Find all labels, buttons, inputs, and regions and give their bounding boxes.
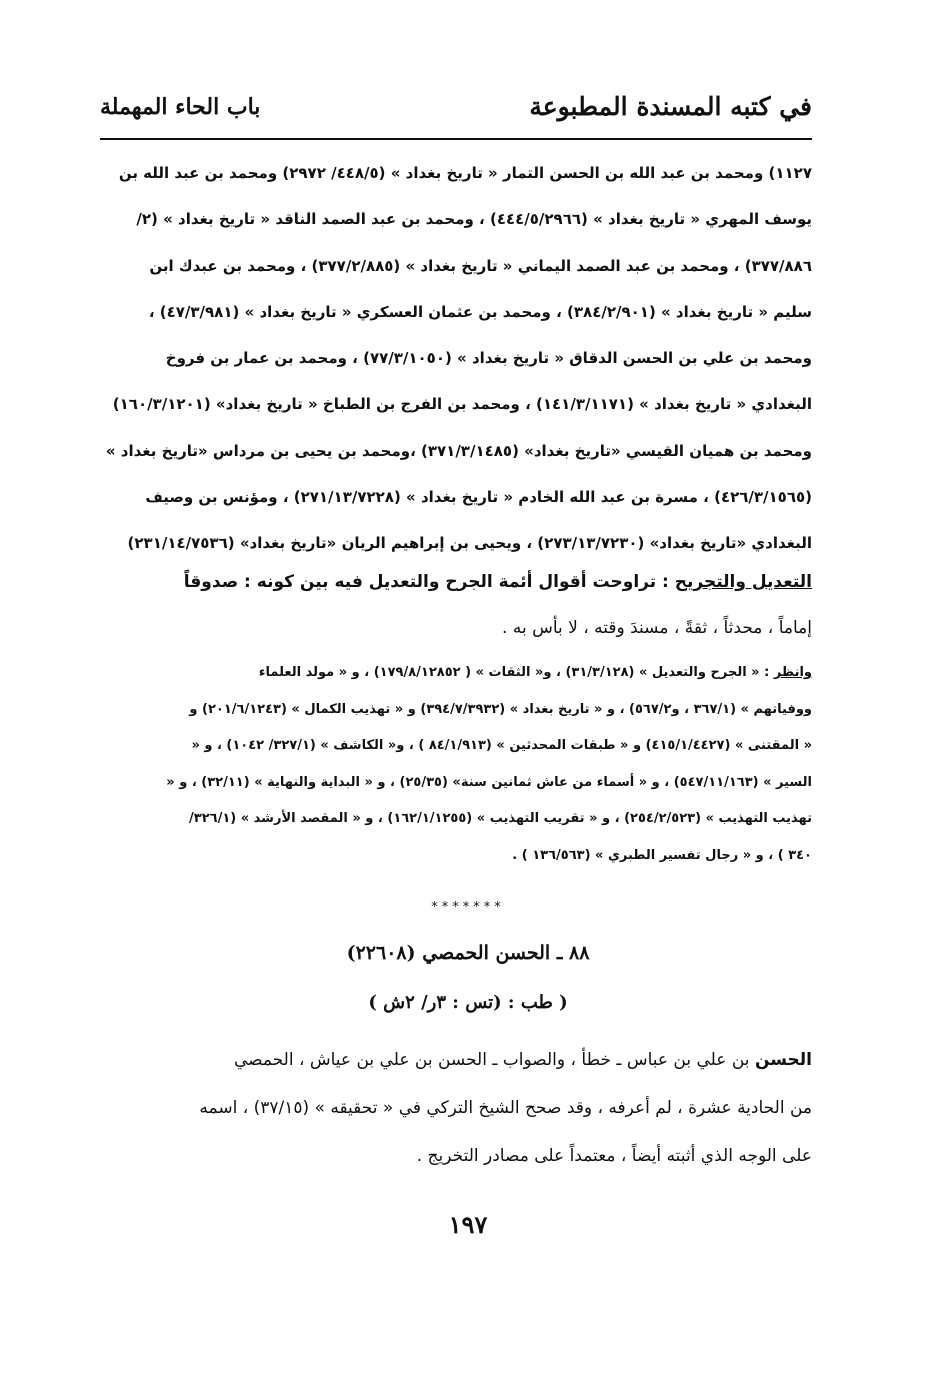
reference-line: ومحمد بن هميان القيسي «تاريخ بغداد» (٣٧١/٣/١٤٨٥) ،ومحمد بن يحيى بن مرداس «تاريخ بغداد » [105, 441, 812, 460]
entry-heading: ٨٨ ـ الحسن الحمصي (٢٢٦٠٨) [346, 942, 590, 964]
reference-line: يوسف المهري « تاريخ بغداد » (٤٤٤/٥/٢٩٦٦) ، ومحمد بن عبد الصمد الناقد « تاريخ بغداد » (٢/ [136, 210, 812, 229]
header-book-title: في كتبه المسندة المطبوعة [529, 92, 812, 121]
verdict-label: التعديل والتجريح [674, 572, 812, 592]
entry-codes: ( طب : (تس : ٣ر/ ٢ش ) [368, 992, 568, 1013]
header-rule [100, 138, 812, 140]
references-paragraph [100, 150, 812, 567]
sources-line: السير » (٥٤٧/١١/١٦٣) ، و « أسماء من عاش ثمانين سنة» (٢٥/٣٥) ، و « البداية والنهاية » (٣٢/١١) ، و « [166, 774, 812, 790]
running-header [100, 92, 812, 132]
sources-label: وانظر [773, 665, 812, 680]
entry-lead-word: الحسن [754, 1050, 812, 1070]
sources-line: ووفياتهم » (٣٦٧/١ ، و٥٦٧/٢) ، و « تاريخ بغداد » (٣٩٤/٧/٣٩٣٢) و « تهذيب الكمال » (٢٠١/٦/١٢٤٣) و [189, 701, 812, 717]
sources-line [100, 655, 812, 692]
reference-line: (٤٢٦/٣/١٥٦٥) ، مسرة بن عبد الله الخادم « تاريخ بغداد » (٢٧١/١٣/٧٢٢٨) ، ومؤنس بن وصيف [145, 488, 812, 507]
verdict-paragraph [100, 559, 812, 651]
sources-line: « المقتنى » (٤١٥/١/٤٤٢٧) و « طبقات المحدثين » (٨٤/١/٩١٣ ) ، و« الكاشف » (٣٢٧/١/ ١٠٤٢) ، و « [191, 738, 812, 753]
entry-first-text: بن علي بن عباس ـ خطأ ، والصواب ـ الحسن بن علي بن عياش ، الحمصي [233, 1050, 755, 1070]
entry-line: على الوجه الذي أثبته أيضاً ، معتمداً على مصادر التخريج . [416, 1146, 812, 1166]
reference-line: البغدادي « تاريخ بغداد » (١٤١/٣/١١٧١) ، ومحمد بن الفرج بن الطباخ « تاريخ بغداد» (١٦٠/٣/١٢٠١) [112, 395, 812, 414]
entry-line [100, 1036, 812, 1084]
entry-line: من الحادية عشرة ، لم أعرفه ، وقد صحح الشيخ التركي في « تحقيقه » (٣٧/١٥) ، اسمه [199, 1098, 812, 1118]
sources-line: ٣٤٠ ) ، و « رجال تفسير الطبري » (١٣٦/٥٦٣ ) . [512, 847, 812, 863]
sources-first-text: : « الجرح والتعديل » (٣١/٣/١٢٨) ، و« الثقات » ( ١٧٩/٨/١٢٨٥٢) ، و « مولد العلماء [258, 665, 774, 680]
reference-line: البغدادي «تاريخ بغداد» (٢٧٣/١٣/٧٢٣٠) ، ويحيى بن إبراهيم الريان «تاريخ بغداد» (٢٣١/١٤/٧٥٣٦) [127, 534, 812, 553]
sources-paragraph [100, 655, 812, 874]
reference-line: ٣٧٧/٨٨٦) ، ومحمد بن عبد الصمد اليماني « تاريخ بغداد » (٣٧٧/٢/٨٨٥) ، ومحمد بن عبدك ابن [149, 256, 812, 275]
section-divider: ******* [431, 900, 505, 915]
entry-body [100, 1036, 812, 1180]
header-chapter-title: باب الحاء المهملة [100, 94, 261, 120]
page-number: ١٩٧ [448, 1210, 488, 1239]
reference-line: ١١٢٧) ومحمد بن عبد الله بن الحسن التمار « تاريخ بغداد » (٤٤٨/٥/ ٢٩٧٢) ومحمد بن عبد الله بن [118, 164, 812, 182]
verdict-line: إماماً ، محدثاً ، ثقةً ، مسندَ وقته ، لا بأس به . [502, 618, 812, 638]
verdict-opening: : تراوحت أقوال أئمة الجرح والتعديل فيه بين كونه : صدوقاً [183, 572, 675, 592]
reference-line: سليم « تاريخ بغداد » (٣٨٤/٢/٩٠١) ، ومحمد بن عثمان العسكري « تاريخ بغداد » (٤٧/٣/٩٨١) ، [148, 302, 812, 321]
sources-line: تهذيب التهذيب » (٢٥٤/٢/٥٢٣) ، و « تقريب التهذيب » (١٦٢/١/١٢٥٥) ، و « المقصد الأرشد » (٣٢٦/١/ [189, 811, 812, 826]
reference-line: ومحمد بن علي بن الحسن الدقاق « تاريخ بغداد » (٧٧/٣/١٠٥٠) ، ومحمد بن عمار بن فروخ [165, 349, 812, 368]
verdict-line [100, 559, 812, 605]
